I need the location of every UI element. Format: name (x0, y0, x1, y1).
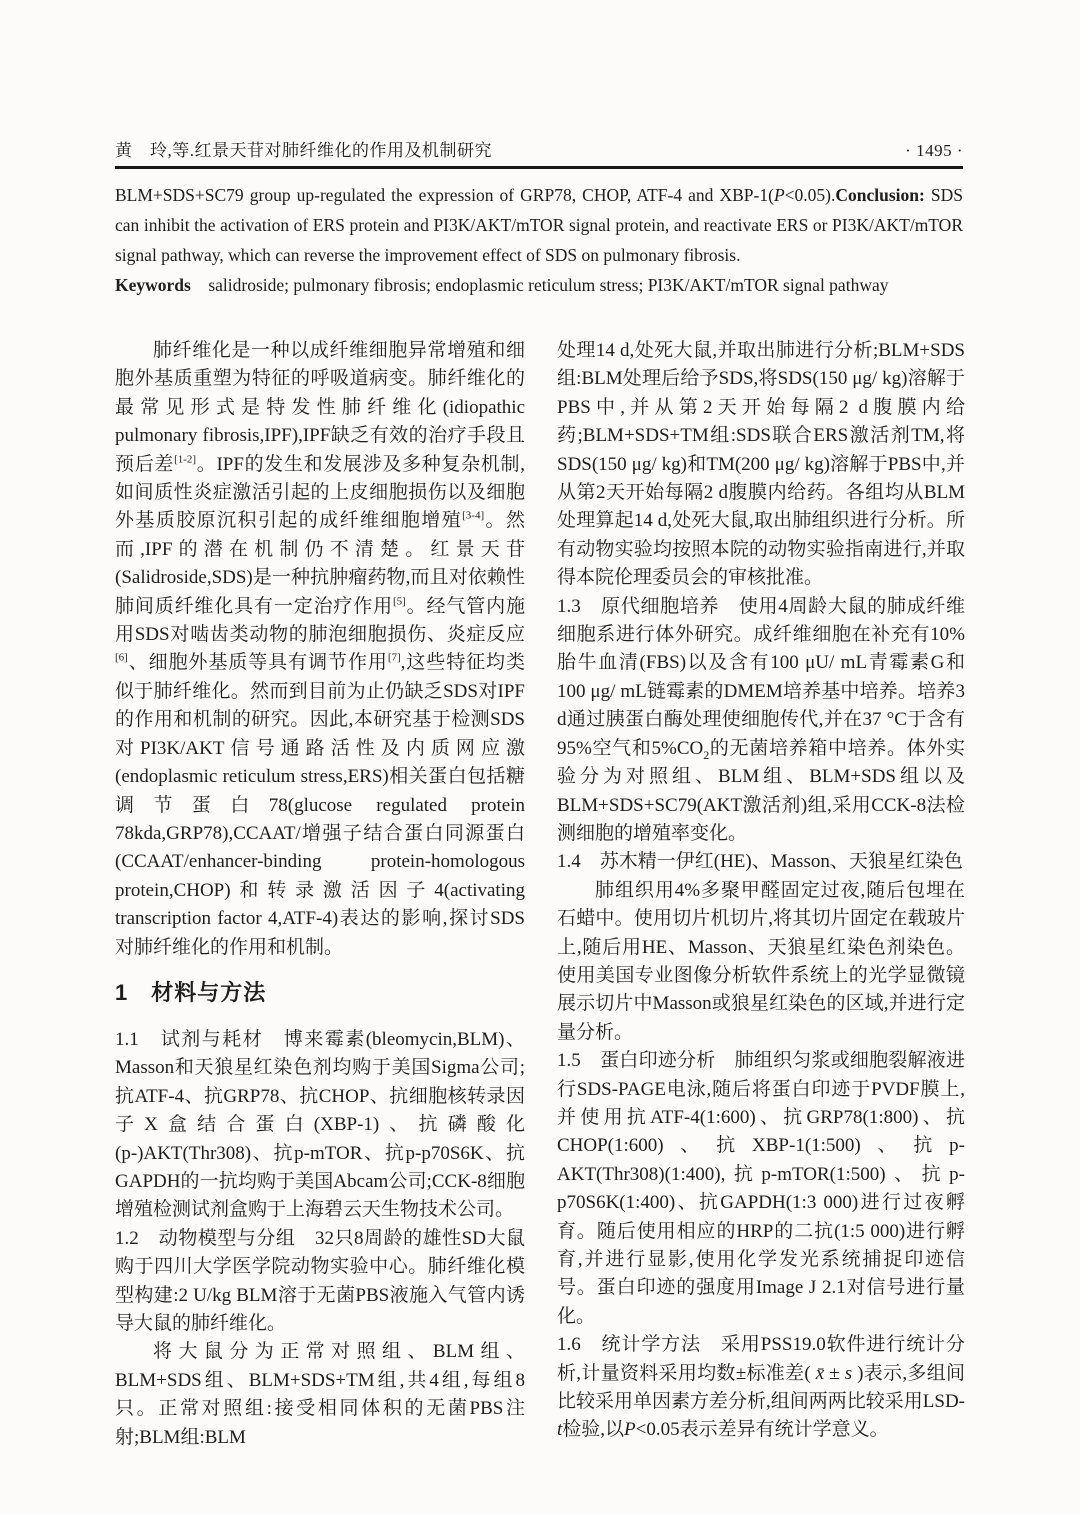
text-run: BLM+SDS+SC79 group up-regulated the expression of GRP78, CHOP, ATF-4 and XBP-1( (115, 185, 774, 205)
right-column (557, 337, 965, 1445)
text-run: 的无菌培养箱中培养。体外实验分为对照组、BLM组、BLM+SDS组以及BLM+SDS+SC79(AKT激活剂)组,采用CCK-8法检测细胞的增殖率变化。 (557, 737, 965, 844)
section-heading (115, 976, 525, 1010)
text-run: 1 材料与方法 (115, 979, 267, 1005)
text-run: 将大鼠分为正常对照组、BLM组、BLM+SDS组、BLM+SDS+TM组,共4组,每组8只。正常对照组:接受相同体积的无菌PBS注射;BLM组:BLM (115, 1341, 525, 1448)
text-i: s (844, 1362, 853, 1384)
abstract-block (115, 180, 963, 300)
text-sup: [6] (115, 652, 128, 665)
text-run: 、细胞外基质等具有调节作用 (127, 652, 388, 674)
page-header (115, 136, 963, 161)
text-run: 肺组织用4%多聚甲醛固定过夜,随后包埋在石蜡中。使用切片机切片,将其切片固定在载玻片上,随后用HE、Masson、天狼星红染色剂染色。使用美国专业图像分析软件系统上的光学显微镜展示切片中Masson或狼星红染色的区域,并进行定量分析。 (557, 879, 965, 1043)
paragraph (557, 337, 965, 593)
text-i: P (624, 1419, 636, 1441)
text-run: )表示,多组间比较采用单因素方差分析,组间两两比较采用LSD- (557, 1362, 965, 1413)
text-sup: [7] (387, 652, 401, 665)
header-rule (115, 166, 963, 169)
paragraph (115, 1338, 525, 1452)
text-run: <0.05表示差异有统计学意义。 (635, 1419, 889, 1441)
paragraph (557, 593, 965, 849)
paragraph (115, 1225, 525, 1339)
paragraph (557, 877, 965, 1047)
keywords-line (115, 270, 963, 300)
text-sup: [3-4] (462, 510, 485, 523)
text-sub: 2 (703, 747, 710, 762)
page-number: · 1495 · (905, 141, 963, 160)
text-run: 1.2 动物模型与分组 32只8周龄的雄性SD大鼠购于四川大学医学院动物实验中心。肺纤维化模型构建:2 U/kg BLM溶于无菌PBS液施入气管内诱导大鼠的肺纤维化。 (115, 1227, 525, 1334)
paragraph (557, 848, 965, 876)
text-i: P (773, 185, 785, 205)
text-run: 1.1 试剂与耗材 博来霉素(bleomycin,BLM)、Masson和天狼星红染色剂均购于美国Sigma公司;抗ATF-4、抗GRP78、抗CHOP、抗细胞核转录因子X盒结合蛋白(XBP-1)、抗磷酸化(p-)AKT(Thr308)、抗p-mTOR、抗p-p70S6K、抗GAPDH的一抗均购于美国Abcam公司;CCK-8细胞增殖检测试剂盒购于上海碧云天生物技术公司。 (115, 1028, 525, 1221)
paragraph (115, 337, 525, 962)
text-run: 1.4 苏木精一伊红(HE)、Masson、天狼星红染色 (557, 851, 963, 873)
text-i: x̄ (815, 1362, 825, 1384)
abstract-paragraph (115, 180, 963, 270)
text-run: 1.3 原代细胞培养 使用4周龄大鼠的肺成纤维细胞系进行体外研究。成纤维细胞在补充有10%胎牛血清(FBS)以及含有100 μU/ mL青霉素G和100 μg/ mL链霉素的DMEM培养基中培养。培养3 d通过胰蛋白酶处理使细胞传代,并在37 °C于含有95%空气和5%CO (557, 595, 965, 759)
text-run: 。然而,IPF的潜在机制仍不清楚。红景天苷(Salidroside,SDS)是一种抗肿瘤药物,而且对依赖性肺间质纤维化具有一定治疗作用 (115, 510, 525, 617)
text-sup: [5] (393, 595, 406, 608)
text-run: 肺纤维化是一种以成纤维细胞异常增殖和细胞外基质重塑为特征的呼吸道病变。肺纤维化的最常见形式是特发性肺纤维化(idiopathic pulmonary fibrosis,IPF),IPF缺乏有效的治疗手段且预后差 (115, 340, 525, 475)
text-sup: [1-2] (174, 453, 197, 466)
text-run: 检验,以 (562, 1419, 625, 1441)
paragraph (557, 1331, 965, 1445)
text-run: 1.5 蛋白印迹分析 肺组织匀浆或细胞裂解液进行SDS-PAGE电泳,随后将蛋白印迹于PVDF膜上,并使用抗ATF-4(1:600)、抗GRP78(1:800)、抗CHOP(1:600)、抗XBP-1(1:500)、抗p-AKT(Thr308)(1:400),抗p-mTOR(1:500)、抗p-p70S6K(1:400)、抗GAPDH(1:3 000)进行过夜孵育。随后使用相应的HRP的二抗(1:5 000)进行孵育,并进行显影,使用化学发光系统捕捉印迹信号。蛋白印迹的强度用Image J 2.1对信号进行量化。 (557, 1050, 965, 1327)
text-b: Keywords (115, 275, 191, 295)
text-run: 。经气管内施用SDS对啮齿类动物的肺泡细胞损伤、炎症反应 (115, 595, 525, 646)
text-run: <0.05). (784, 185, 836, 205)
text-run: SDS can inhibit the activation of ERS protein and PI3K/AKT/mTOR signal protein, and reactivate ERS or PI3K/AKT/mTOR signal pathway, which can reverse the improvement effect of SDS on pulmonary fibrosis. (115, 185, 963, 265)
text-run: 处理14 d,处死大鼠,并取出肺进行分析;BLM+SDS组:BLM处理后给予SDS,将SDS(150 μg/ kg)溶解于PBS中,并从第2天开始每隔2 d腹膜内给药;BLM+SDS+TM组:SDS联合ERS激活剂TM,将SDS(150 μg/ kg)和TM(200 μg/ kg)溶解于PBS中,并从第2天开始每隔2 d腹膜内给药。各组均从BLM处理算起14 d,处死大鼠,取出肺组织进行分析。所有动物实验均按照本院的动物实验指南进行,并取得本院伦理委员会的审核批准。 (557, 340, 965, 589)
text-run: ,这些特征均类似于肺纤维化。然而到目前为止仍缺乏SDS对IPF的作用和机制的研究。因此,本研究基于检测SDS对PI3K/AKT信号通路活性及内质网应激(endoplasmic reticulum stress,ERS)相关蛋白包括糖调节蛋白78(glucose regulated protein 78kda,GRP78),CCAAT/增强子结合蛋白同源蛋白(CCAAT/enhancer-binding protein-homologous protein,CHOP)和转录激活因子4(activating transcription factor 4,ATF-4)表达的影响,探讨SDS对肺纤维化的作用和机制。 (115, 652, 525, 958)
running-title: 黄 玲,等.红景天苷对肺纤维化的作用及机制研究 (115, 141, 492, 160)
paragraph (557, 1047, 965, 1331)
left-column (115, 337, 525, 1452)
text-run: ± (824, 1362, 845, 1384)
text-run: 。IPF的发生和发展涉及多种复杂机制,如间质性炎症激活引起的上皮细胞损伤以及细胞外基质胶原沉积引起的成纤维细胞增殖 (115, 453, 525, 532)
text-run: 1.6 统计学方法 采用PSS19.0软件进行统计分析,计量资料采用均数±标准差( (557, 1334, 965, 1384)
text-b: Conclusion: (835, 185, 925, 205)
text-i: t (557, 1419, 563, 1441)
text-run: salidroside; pulmonary fibrosis; endoplasmic reticulum stress; PI3K/AKT/mTOR signal pathway (190, 275, 889, 295)
paragraph (115, 1026, 525, 1225)
